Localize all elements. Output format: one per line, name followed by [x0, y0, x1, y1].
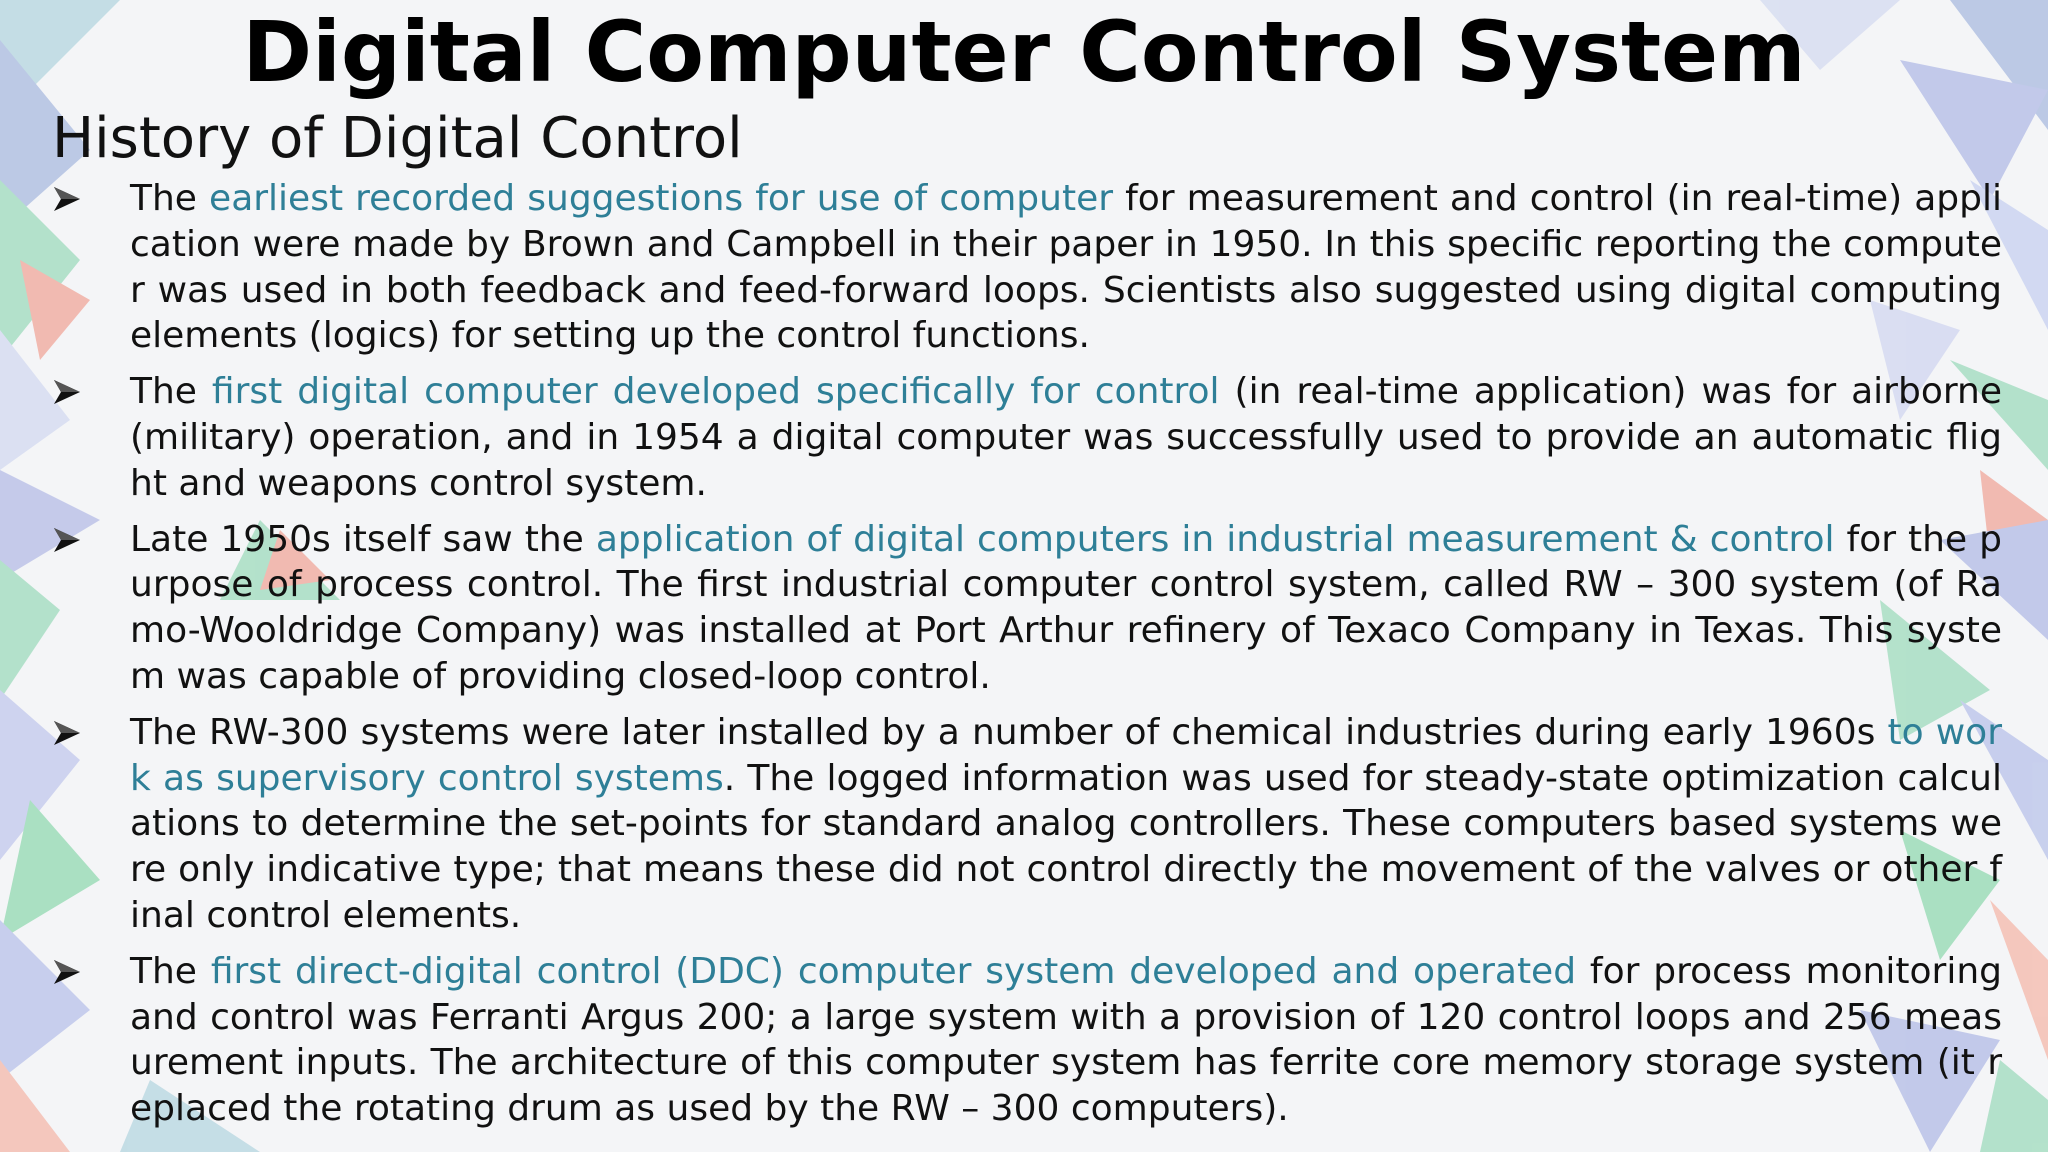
bullet-item: [52, 710, 2002, 939]
bullet-item: [52, 176, 2002, 359]
arrowhead-bullet-icon: [52, 377, 82, 407]
bullet-item: [52, 369, 2002, 506]
bullet-text-plain: Late 1950s itself saw the: [130, 518, 596, 560]
bullet-list: [52, 176, 2002, 1142]
bullet-text-highlight: application of digital computers in industrial measurement & control: [595, 518, 1835, 560]
bullet-text: [130, 517, 2002, 700]
bullet-text: [130, 369, 2002, 506]
bullet-item: [52, 949, 2002, 1132]
arrowhead-bullet-icon: [52, 718, 82, 748]
bullet-text: [130, 176, 2002, 359]
bullet-text-highlight: to work as supervisory control systems: [130, 711, 2003, 799]
bullet-text-highlight: earliest recorded suggestions for use of computer: [209, 178, 1114, 219]
bullet-text-plain: for measurement and control (in real-time) application were made by Brown and Campbell in their paper in 1950. In this specific reporting the computer was used in both feedback and feed-forward loops. Scientists also suggested using digital computing elements (logics) for setting up the control functions.: [130, 178, 2002, 357]
bullet-text-plain: The: [130, 950, 211, 992]
bullet-text-plain: The: [130, 178, 210, 219]
slide-title: Digital Computer Control System: [242, 3, 1806, 101]
bullet-text-plain: The RW-300 systems were later installed by a number of chemical industries during early 1960s: [130, 711, 1888, 753]
bullet-text-plain: . The logged information was used for steady-state optimization calculations to determine the set-points for standard analog controllers. These computers based systems were only indicative type; that means these did not control directly the movement of the valves or other final control elements.: [130, 757, 2002, 936]
bullet-text: [130, 949, 2002, 1132]
bullet-text-highlight: first direct-digital control (DDC) computer system developed and operated: [210, 950, 1577, 992]
arrowhead-bullet-icon: [52, 957, 82, 987]
bullet-text-plain: for the purpose of process control. The first industrial computer control system, called RW – 300 system (of Ramo-Wooldridge Company) was installed at Port Arthur refinery of Texaco Company in Texas. This system was capable of providing closed-loop control.: [130, 518, 2002, 697]
slide-subtitle: History of Digital Control: [52, 106, 743, 171]
arrowhead-bullet-icon: [52, 525, 82, 555]
bullet-text-highlight: first digital computer developed specifically for control: [211, 371, 1220, 413]
bullet-text-plain: for process monitoring and control was Ferranti Argus 200; a large system with a provision of 120 control loops and 256 measurement inputs. The architecture of this computer system has ferrite core memory storage system (it replaced the rotating drum as used by the RW – 300 computers).: [130, 950, 2002, 1130]
arrowhead-bullet-icon: [52, 184, 82, 214]
bullet-item: [52, 517, 2002, 700]
bullet-text-plain: (in real-time application) was for airborne (military) operation, and in 1954 a digital computer was successfully used to provide an automatic flight and weapons control system.: [130, 371, 2002, 504]
bullet-text-plain: The: [130, 371, 212, 413]
bullet-text: [130, 710, 2002, 939]
